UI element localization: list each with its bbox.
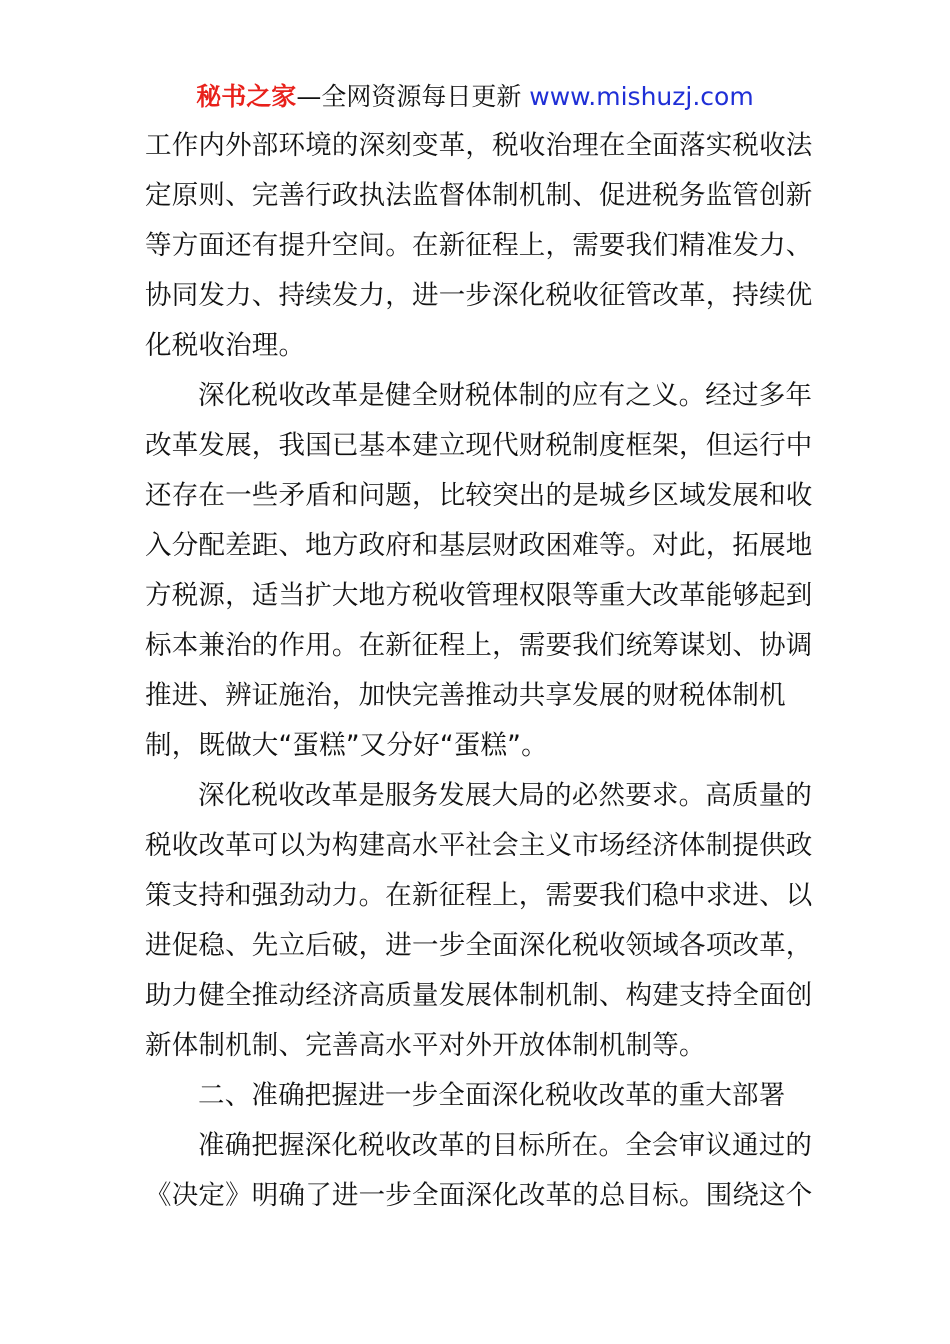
text-line: 工作内外部环境的深刻变革，税收治理在全面落实税收法 (145, 130, 813, 161)
site-header (0, 80, 950, 114)
text-line: 策支持和强劲动力。在新征程上，需要我们稳中求进、以 (145, 880, 813, 911)
text-line: 入分配差距、地方政府和基层财政困难等。对此，拓展地 (145, 530, 813, 561)
text-line: 化税收治理。 (145, 330, 306, 361)
text-line: 协同发力、持续发力，进一步深化税收征管改革，持续优 (145, 280, 813, 311)
paragraph-start-line: 深化税收改革是服务发展大局的必然要求。高质量的 (198, 780, 813, 811)
text-line: 推进、辨证施治，加快完善推动共享发展的财税体制机 (145, 680, 786, 711)
text-line: 税收改革可以为构建高水平社会主义市场经济体制提供政 (145, 830, 813, 861)
text-line: 《决定》明确了进一步全面深化改革的总目标。围绕这个 (145, 1180, 813, 1211)
site-url-link[interactable]: www.mishuzj.com (529, 82, 754, 111)
text-line: 标本兼治的作用。在新征程上，需要我们统筹谋划、协调 (145, 630, 813, 661)
text-line: 新体制机制、完善高水平对外开放体制机制等。 (145, 1030, 706, 1061)
text-line: 助力健全推动经济高质量发展体制机制、构建支持全面创 (145, 980, 813, 1011)
text-line: 还存在一些矛盾和问题，比较突出的是城乡区域发展和收 (145, 480, 813, 511)
header-tagline: —全网资源每日更新 (296, 82, 530, 111)
text-line: 制，既做大“蛋糕”又分好“蛋糕”。 (145, 730, 548, 761)
paragraph-start-line: 准确把握深化税收改革的目标所在。全会审议通过的 (198, 1130, 813, 1161)
section-heading: 二、准确把握进一步全面深化税收改革的重大部署 (198, 1080, 786, 1111)
brand-name: 秘书之家 (196, 82, 297, 111)
text-line: 改革发展，我国已基本建立现代财税制度框架，但运行中 (145, 430, 813, 461)
document-body (145, 121, 813, 1221)
text-line: 方税源，适当扩大地方税收管理权限等重大改革能够起到 (145, 580, 813, 611)
text-line: 进促稳、先立后破，进一步全面深化税收领域各项改革， (145, 930, 813, 961)
text-line: 定原则、完善行政执法监督体制机制、促进税务监管创新 (145, 180, 813, 211)
paragraph-start-line: 深化税收改革是健全财税体制的应有之义。经过多年 (198, 380, 813, 411)
text-line: 等方面还有提升空间。在新征程上，需要我们精准发力、 (145, 230, 813, 261)
